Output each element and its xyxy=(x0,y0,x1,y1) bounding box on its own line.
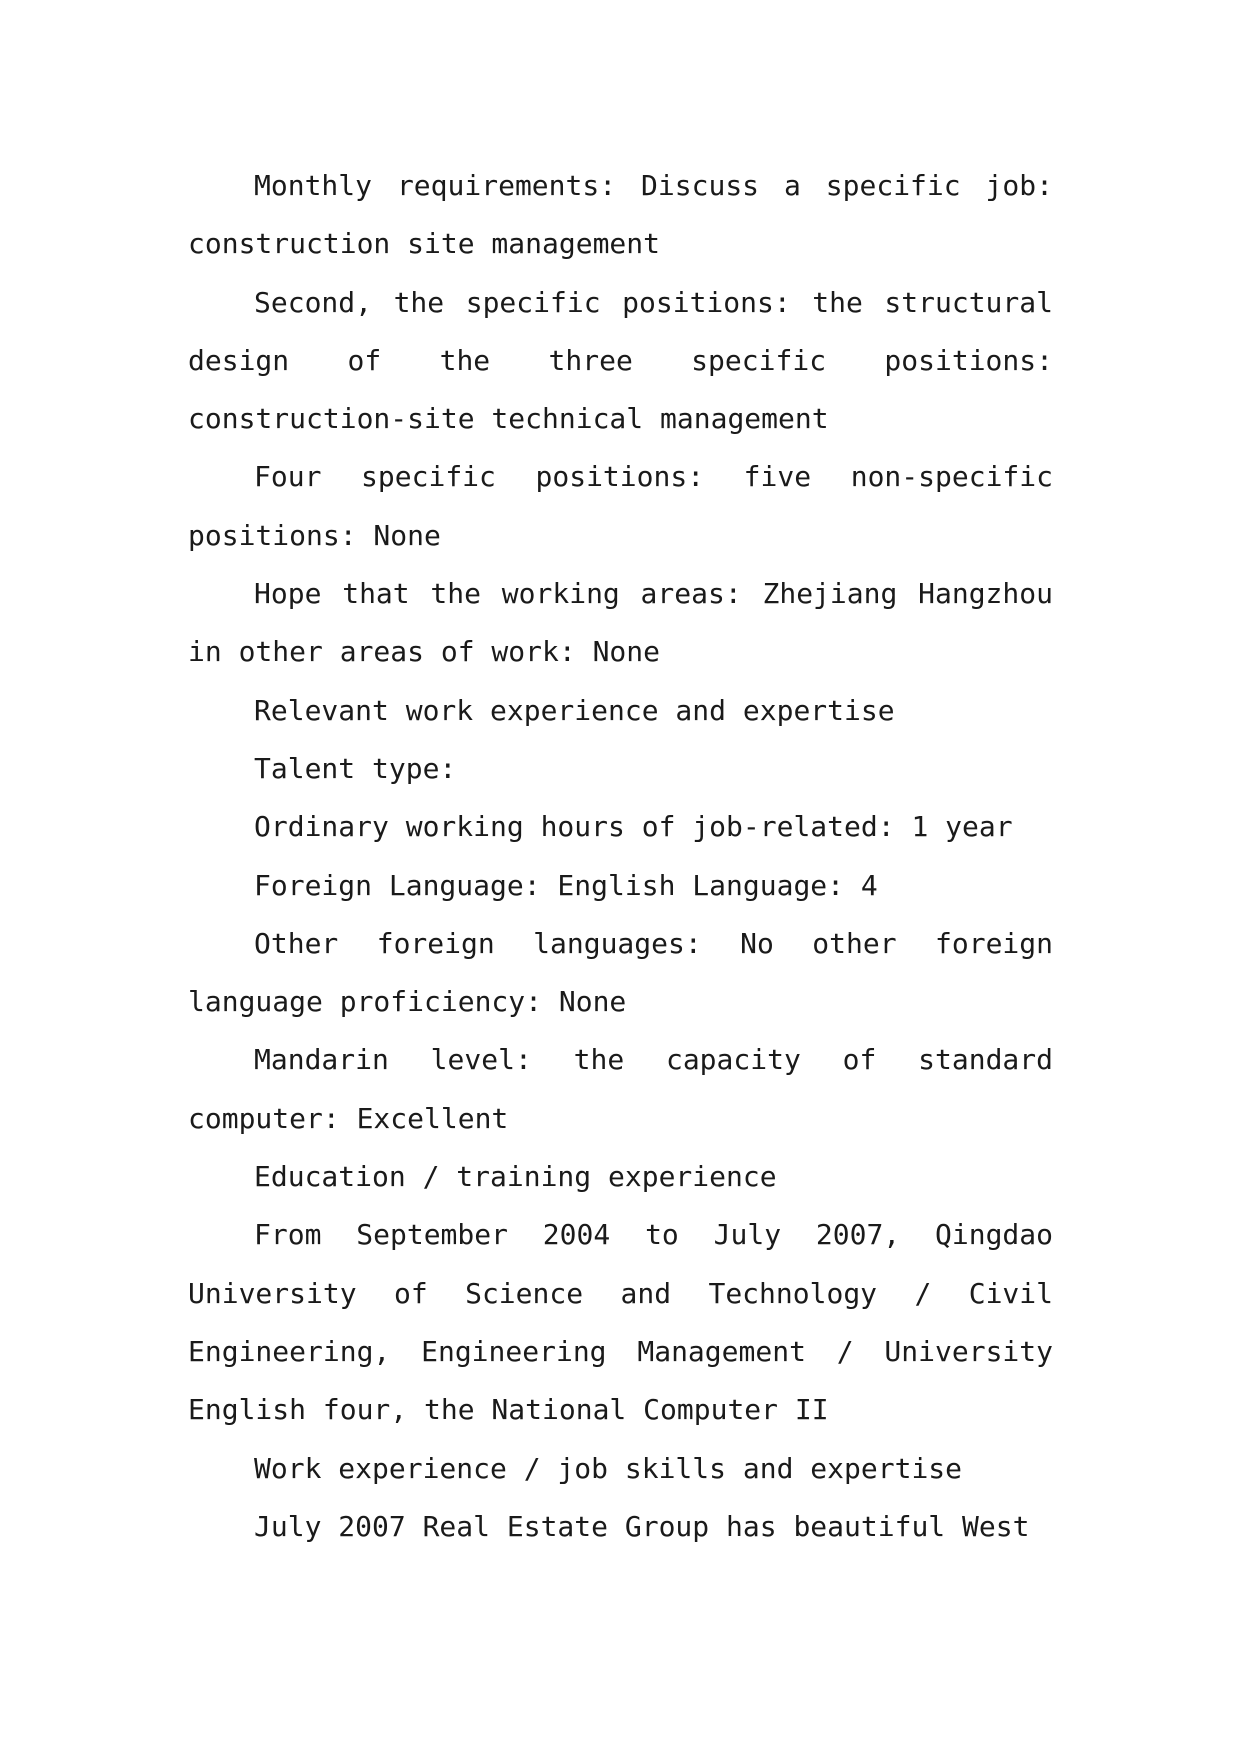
paragraph-other-foreign-languages: Other foreign languages: No other foreign language proficiency: None xyxy=(188,926,1053,1019)
paragraph-july-2007: July 2007 Real Estate Group has beautiful West xyxy=(254,1509,1030,1543)
paragraph-talent-type: Talent type: xyxy=(254,751,457,785)
paragraph-working-areas: Hope that the working areas: Zhejiang Hangzhou in other areas of work: None xyxy=(188,577,1053,669)
paragraph-four-specific-positions: Four specific positions: five non-specific positions: None xyxy=(188,460,1053,552)
section-heading-education: Education / training experience xyxy=(254,1160,777,1194)
paragraph-mandarin-level: Mandarin level: the capacity of standard computer: Excellent xyxy=(188,1043,1053,1135)
paragraph-education-details: From September 2004 to July 2007, Qingdao University of Science and Technology / Civil Engineering, Engineering Management / University English four, the National Computer II xyxy=(188,1218,1053,1427)
paragraph-monthly-requirements: Monthly requirements: Discuss a specific job: construction site management xyxy=(188,169,1053,261)
paragraph-specific-positions: Second, the specific positions: the structural design of the three specific positions: construction-site technical management xyxy=(188,285,1053,436)
section-heading-job-skills: Work experience / job skills and expertise xyxy=(254,1451,963,1485)
section-heading-work-experience: Relevant work experience and expertise xyxy=(254,693,895,727)
paragraph-working-hours: Ordinary working hours of job-related: 1 year xyxy=(254,810,1013,844)
document-body xyxy=(188,157,1053,1556)
paragraph-foreign-language: Foreign Language: English Language: 4 xyxy=(254,868,878,902)
